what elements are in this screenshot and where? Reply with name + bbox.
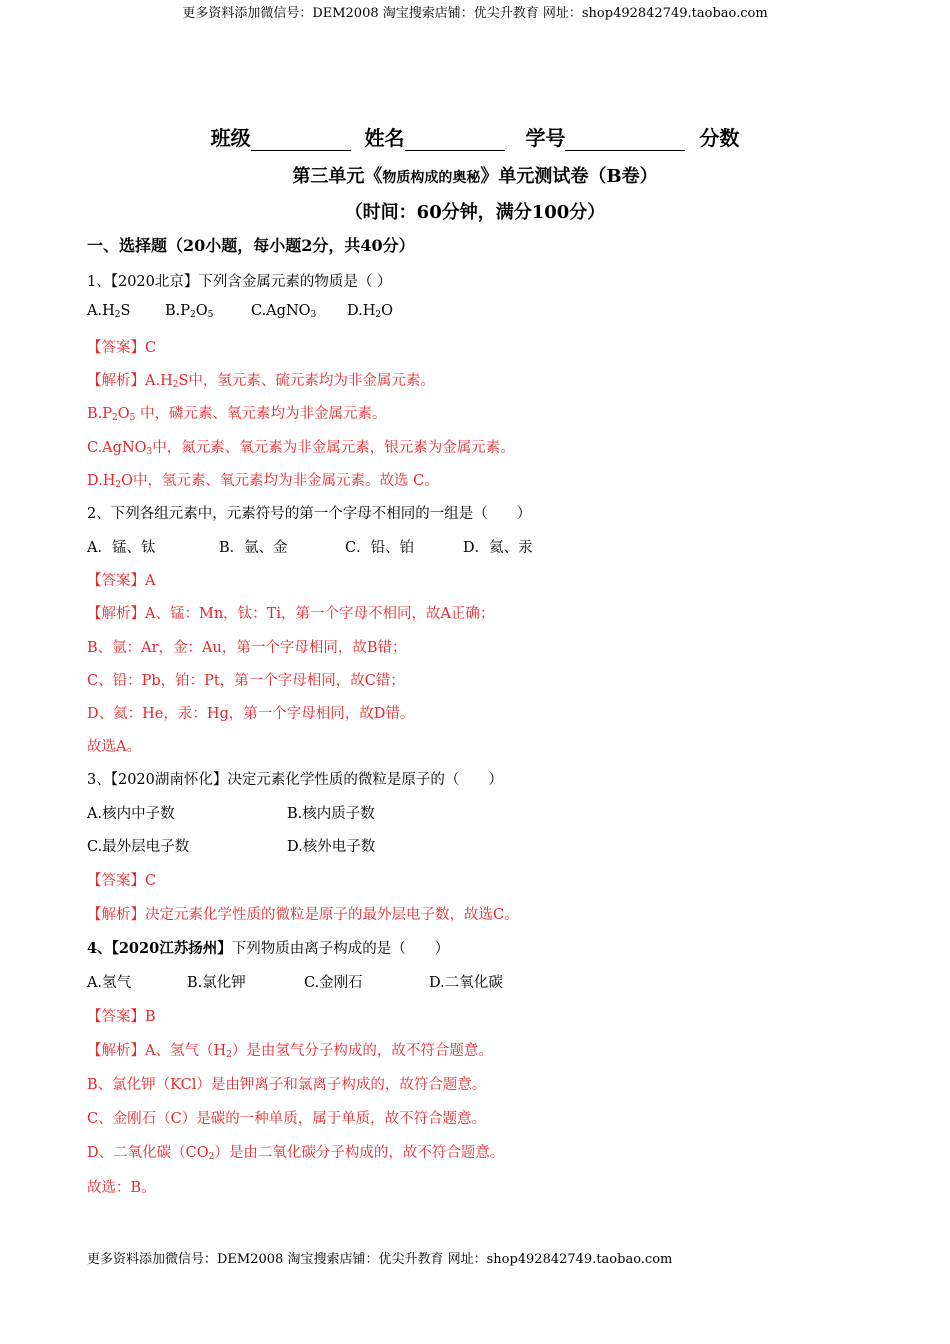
q1-option-a: $A.H_2S$ [87,303,131,320]
q4-answer: 【答案】B [87,1009,156,1025]
q4-analysis-1: 【解析】A、氢气$(H_2)$是由氢气分子构成的，故不符合题意。 [87,1043,493,1060]
q3-analysis: 【解析】决定元素化学性质的微粒是原子的最外层电子数，故选C。 [87,907,519,923]
question-4-options [87,971,503,992]
q4-stem-source: 4、【2020江苏扬州】 [87,940,232,957]
q2-analysis-4: D、氦：He，汞：Hg，第一个字母相同，故D错。 [87,706,415,722]
q4-option-b: B.氯化钾 [187,975,246,991]
title-topic: 物质构成的奥秘 [382,170,481,186]
q4-stem-text: 下列物质由离子构成的是（ ） [231,941,450,957]
q4-conclusion: 故选：B。 [87,1180,156,1196]
question-2-options [87,536,533,557]
q2-analysis-1: 【解析】A、锰：Mn，钛：Ti，第一个字母不相同，故A正确； [87,606,495,622]
q3-answer: 【答案】C [87,873,157,889]
title-suffix: 》单元测试卷（B卷） [480,166,658,187]
q2-conclusion: 故选A。 [87,739,141,755]
q2-option-d: D．氦、汞 [463,540,533,556]
q1-analysis-4: $D.H_2O$中，氢元素、氧元素均为非金属元素。故选 C。 [87,473,439,490]
q4-analysis-3: C、金刚石（C）是碳的一种单质，属于单质，故不符合题意。 [87,1111,487,1127]
q1-analysis-2: $B.P_2O_5$ 中，磷元素、氧元素均为非金属元素。 [87,406,387,423]
student-info-line [0,122,950,151]
score-label: 分数 [699,126,740,150]
name-blank[interactable] [405,130,505,151]
title-prefix: 第三单元《 [292,166,383,187]
q4-analysis-2: B、氯化钾（KCl）是由钾离子和氯离子构成的，故符合题意。 [87,1077,487,1093]
q1-answer: 【答案】C [87,340,157,356]
q4-option-a: A.氢气 [87,975,132,991]
q2-option-b: B．氩、金 [219,540,288,556]
question-3-options-row1 [87,802,375,823]
q4-analysis-4: D、二氧化碳$(CO_2)$是由二氧化碳分子构成的，故不符合题意。 [87,1145,505,1162]
q2-option-c: C．铅、铂 [345,540,415,556]
q3-option-d: D.核外电子数 [287,839,376,855]
class-blank[interactable] [251,130,351,151]
question-3-stem: 3、【2020湖南怀化】决定元素化学性质的微粒是原子的（ ） [87,772,503,788]
q2-analysis-3: C、铅：Pb，铂：Pt，第一个字母相同，故C错； [87,673,405,689]
page-subtitle: （时间：60分钟，满分100分） [344,202,606,223]
section-heading: 一、选择题（20小题，每小题2分，共40分） [87,236,415,255]
q2-analysis-2: B、氩：Ar，金：Au，第一个字母相同，故B错； [87,640,407,656]
question-3-options-row2 [87,835,375,856]
q4-option-d: D.二氧化碳 [429,975,503,991]
q1-analysis-3: C.AgNO$_3$中，氮元素、氧元素为非金属元素，银元素为金属元素。 [87,440,515,457]
page-footer: 更多资料添加微信号：DEM2008 淘宝搜索店铺：优尖升教育 网址：shop492842749.taobao.com [87,1252,673,1267]
q1-option-d: $D.H_2O$ [347,303,393,320]
q3-option-c: C.最外层电子数 [87,839,190,855]
q4-option-c: C.金刚石 [304,975,363,991]
q1-analysis-1: 【解析】$A.H_2S$中，氢元素、硫元素均为非金属元素。 [87,373,435,390]
question-1-stem: 1、【2020北京】下列含金属元素的物质是（ ） [87,274,392,290]
q3-option-b: B.核内质子数 [287,806,375,822]
q1-option-c: C.AgNO$_3$ [251,303,317,320]
number-blank[interactable] [565,130,685,151]
class-label: 班级 [210,126,251,150]
question-4-stem [87,937,449,958]
q3-option-a: A.核内中子数 [87,806,175,822]
page-title [0,162,950,188]
q2-answer: 【答案】A [87,573,156,589]
question-2-stem: 2、下列各组元素中，元素符号的第一个字母不相同的一组是（ ） [87,506,532,522]
number-label: 学号 [525,126,566,150]
q1-option-b: $B.P_2O_5$ [165,303,214,320]
q2-option-a: A．锰、钛 [87,540,156,556]
name-label: 姓名 [364,126,405,150]
question-1-options [87,303,393,319]
page-header: 更多资料添加微信号：DEM2008 淘宝搜索店铺：优尖升教育 网址：shop492842749.taobao.com [182,6,768,21]
